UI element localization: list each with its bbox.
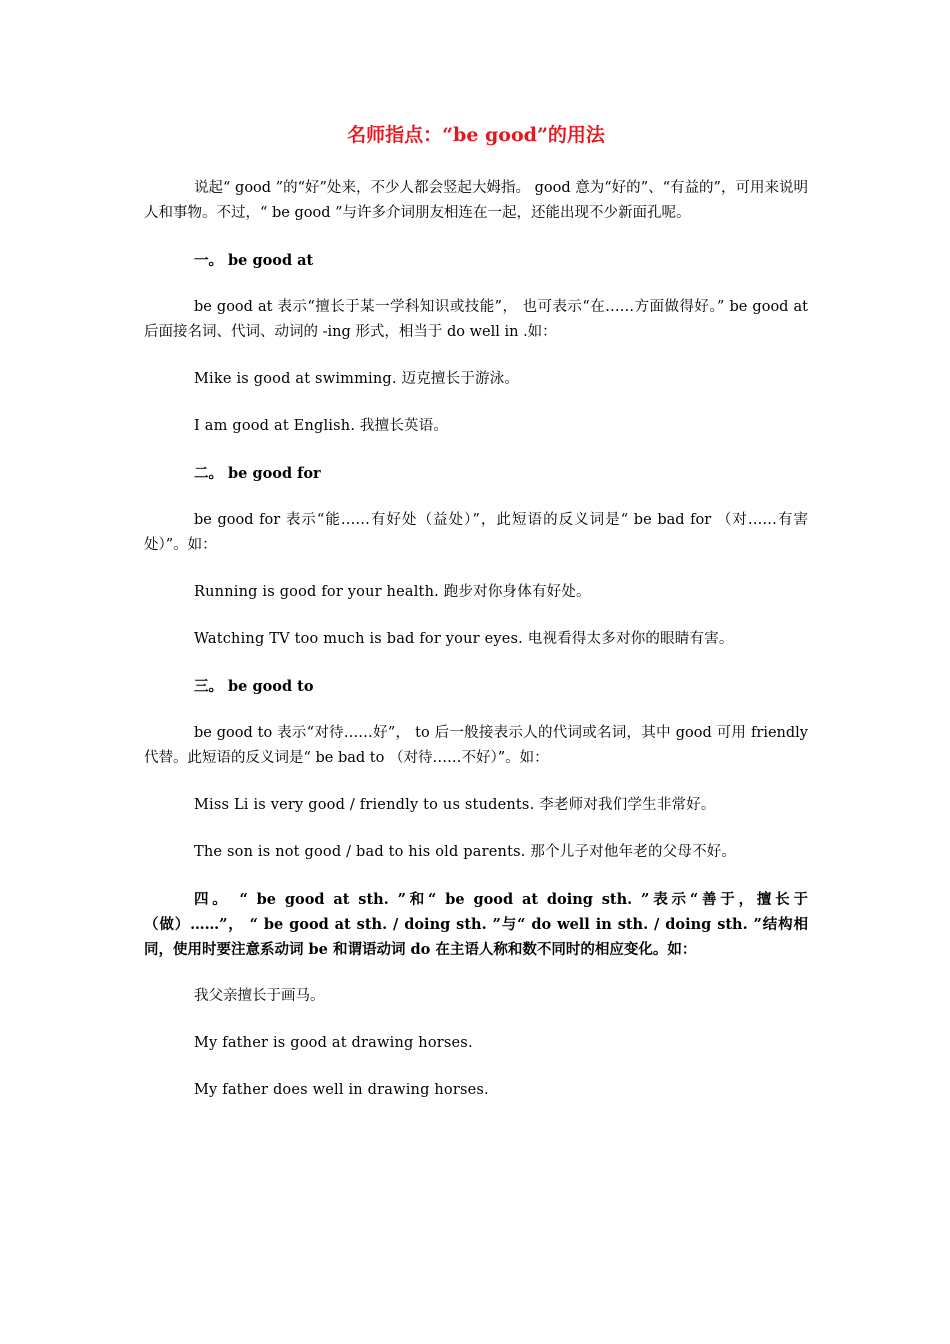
section-3-example-2: The son is not good / bad to his old parents. 那个儿子对他年老的父母不好。: [194, 844, 737, 860]
section-1-explanation: be good at 表示“擅长于某一学科知识或技能”， 也可表示“在……方面做得好。” be good at 后面接名词、代词、动词的 -ing 形式，相当于 do well in .如：: [144, 299, 808, 340]
section-3-explanation: be good to 表示“对待……好”， to 后一般接表示人的代词或名词，其中 good 可用 friendly 代替。此短语的反义词是“ be bad to （对待……不好）”。如：: [144, 725, 808, 766]
document-title: 名师指点：“be good”的用法: [347, 124, 605, 146]
section-4-example-2: My father is good at drawing horses.: [194, 1035, 473, 1051]
section-1-heading: 一。 be good at: [194, 252, 314, 269]
section-2-heading: 二。 be good for: [194, 465, 321, 482]
section-2-example-2: Watching TV too much is bad for your eyes. 电视看得太多对你的眼睛有害。: [194, 631, 734, 647]
section-4-example-3: My father does well in drawing horses.: [194, 1082, 489, 1098]
section-2-explanation: be good for 表示“能……有好处（益处）”，此短语的反义词是“ be bad for （对……有害处）”。如：: [144, 512, 808, 553]
intro-paragraph: 说起“ good ”的“好”处来，不少人都会竖起大姆指。 good 意为“好的”、“有益的”，可用来说明人和事物。不过，“ be good ”与许多介词朋友相连在一起，还能出现不少新面孔呢。: [144, 180, 808, 221]
section-4-example-1: 我父亲擅长于画马。: [194, 988, 325, 1004]
section-2-example-1: Running is good for your health. 跑步对你身体有好处。: [194, 584, 591, 600]
section-1-example-1: Mike is good at swimming. 迈克擅长于游泳。: [194, 371, 520, 387]
section-3-example-1: Miss Li is very good / friendly to us students. 李老师对我们学生非常好。: [194, 797, 716, 813]
document-page: [144, 120, 808, 1103]
section-1-example-2: I am good at English. 我擅长英语。: [194, 418, 449, 434]
section-3-heading: 三。 be good to: [194, 678, 314, 695]
section-4-paragraph: 四。 “ be good at sth. ”和“ be good at doing sth. ”表示“善于，擅长于（做）……”， “ be good at sth. / doing sth. ”与“ do well in sth. / doing sth. ”结构相同，使用时要注意系动词 be 和谓语动词 do 在主语人称和数不同时的相应变化。如：: [144, 891, 808, 958]
